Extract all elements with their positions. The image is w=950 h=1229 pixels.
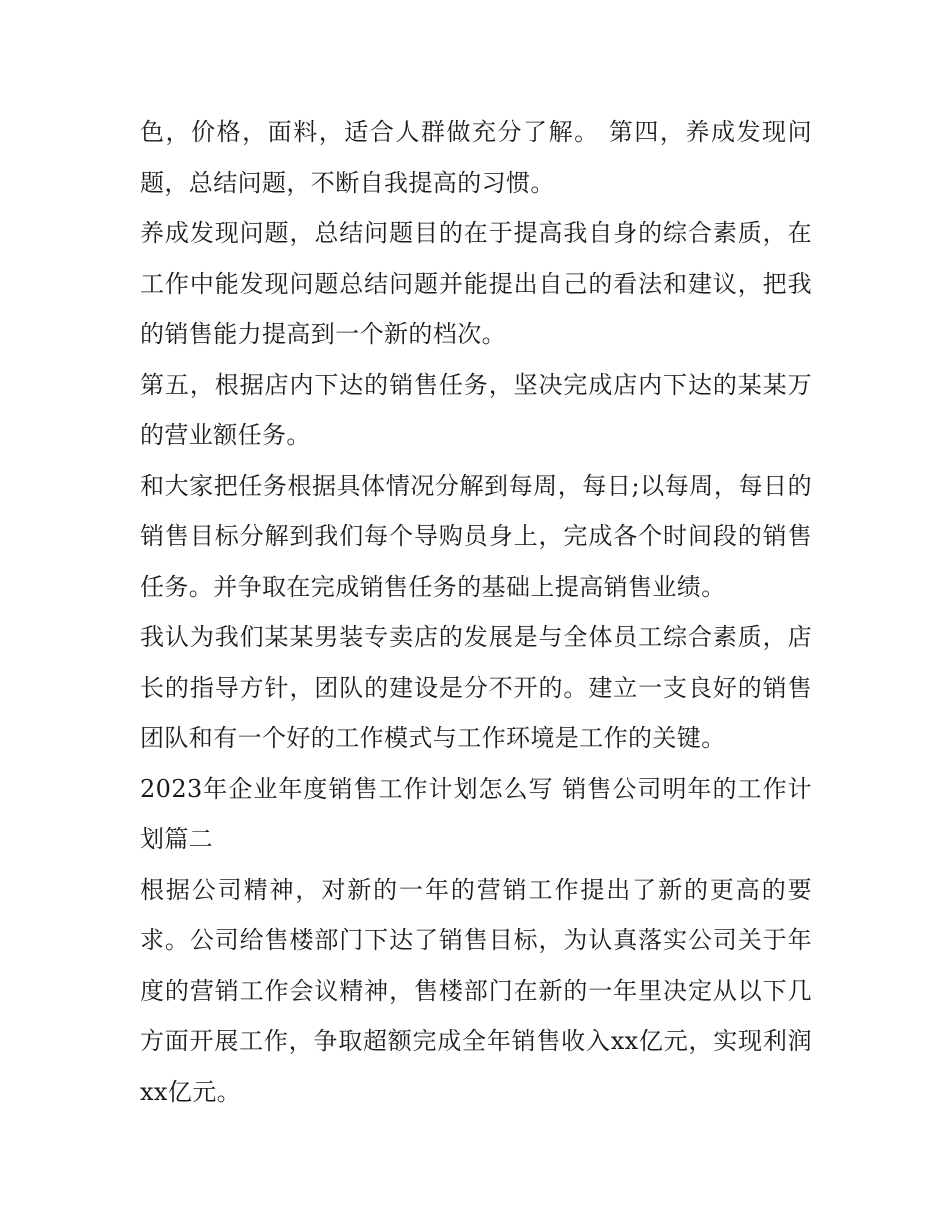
paragraph-company-goal: 根据公司精神，对新的一年的营销工作提出了新的更高的要求。公司给售楼部门下达了销售目标，为认真落实公司关于年度的营销工作会议精神，售楼部门在新的一年里决定从以下几方面开展工作，争取超额完成全年销售收入xx亿元，实现利润xx亿元。	[140, 875, 812, 1106]
paragraph-team-development: 我认为我们某某男装专卖店的发展是与全体员工综合素质，店长的指导方针，团队的建设是分不开的。建立一支良好的销售团队和有一个好的工作模式与工作环境是工作的关键。	[140, 623, 812, 752]
section-heading: 2023年企业年度销售工作计划怎么写 销售公司明年的工作计划篇二	[140, 774, 812, 853]
paragraph-fifth-task: 第五，根据店内下达的销售任务，坚决完成店内下达的某某万的营业额任务。	[140, 370, 812, 449]
document-body	[140, 107, 812, 1117]
paragraph-habit-explanation: 养成发现问题，总结问题目的在于提高我自身的综合素质，在工作中能发现问题总结问题并能提出自己的看法和建议，把我的销售能力提高到一个新的档次。	[140, 219, 812, 348]
paragraph-task-breakdown: 和大家把任务根据具体情况分解到每周，每日;以每周，每日的销售目标分解到我们每个导购员身上，完成各个时间段的销售任务。并争取在完成销售任务的基础上提高销售业绩。	[140, 471, 812, 601]
paragraph-habit-fourth: 色，价格，面料，适合人群做充分了解。 第四，养成发现问题，总结问题，不断自我提高的习惯。	[140, 118, 812, 197]
